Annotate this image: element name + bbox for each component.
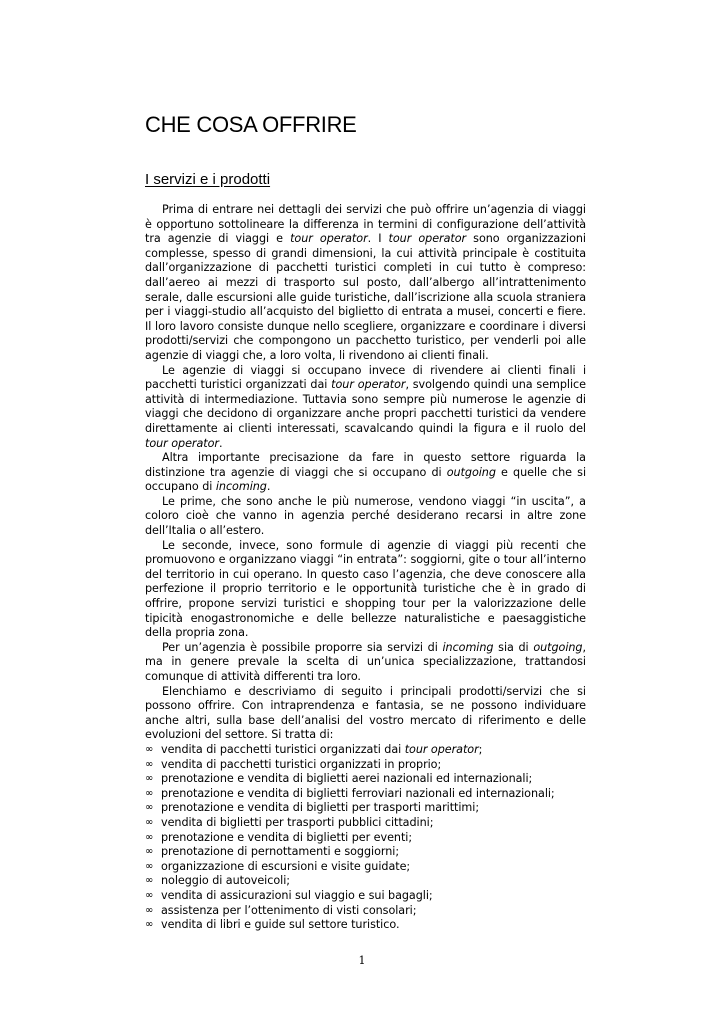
text-run: e quelle che si occupano di xyxy=(145,465,587,494)
list-item xyxy=(145,801,586,816)
list-item xyxy=(145,758,586,773)
text-run: . xyxy=(266,480,271,494)
italic-text: tour operator xyxy=(290,232,368,246)
list-item xyxy=(145,743,586,758)
text-run: vendita di libri e guide sul settore turistico. xyxy=(161,918,400,932)
infinity-bullet-icon: ∞ xyxy=(145,773,154,785)
text-run: vendita di assicurazioni sul viaggio e sui bagagli; xyxy=(161,888,433,902)
infinity-bullet-icon: ∞ xyxy=(145,860,154,872)
page-title: CHE COSA OFFRIRE xyxy=(145,112,357,137)
infinity-bullet-icon: ∞ xyxy=(145,816,154,828)
paragraphs xyxy=(145,203,586,743)
italic-text: tour operator xyxy=(145,436,219,450)
text-run: noleggio di autoveicoli; xyxy=(161,874,290,888)
infinity-bullet-icon: ∞ xyxy=(145,846,154,858)
text-run: sia di xyxy=(493,640,534,654)
infinity-bullet-icon: ∞ xyxy=(145,919,154,931)
text-run: vendita di pacchetti turistici organizzati in proprio; xyxy=(161,757,442,771)
infinity-bullet-icon: ∞ xyxy=(145,787,154,799)
list-item xyxy=(145,772,586,787)
text-run: , svolgendo quindi una semplice attività di intermediazione. Tuttavia sono sempre più numerose le agenzie di viaggi che decidono di organizzare anche propri pacchetti turistici da vendere direttamente ai clienti interessati, scavalcando quindi la figura e il ruolo del xyxy=(145,378,586,435)
infinity-bullet-icon: ∞ xyxy=(145,904,154,916)
italic-text: incoming xyxy=(215,480,267,494)
list-item xyxy=(145,904,586,919)
infinity-bullet-icon: ∞ xyxy=(145,831,154,843)
infinity-bullet-icon: ∞ xyxy=(145,743,154,755)
text-run: . xyxy=(218,436,223,450)
list-item xyxy=(145,845,586,860)
infinity-bullet-icon: ∞ xyxy=(145,889,154,901)
body-text xyxy=(145,203,586,933)
paragraph xyxy=(145,203,586,364)
list-item xyxy=(145,918,586,933)
infinity-bullet-icon: ∞ xyxy=(145,802,154,814)
infinity-bullet-icon: ∞ xyxy=(145,875,154,887)
paragraph xyxy=(145,364,586,452)
text-run: prenotazione e vendita di biglietti aerei nazionali ed internazionali; xyxy=(161,772,533,786)
text-run: . I xyxy=(367,232,389,246)
list-item xyxy=(145,816,586,831)
paragraph xyxy=(145,641,586,685)
text-run: prenotazione e vendita di biglietti per eventi; xyxy=(161,830,413,844)
text-run: Elenchiamo e descriviamo di seguito i principali prodotti/servizi che si possono offrire. Con intraprendenza e fantasia, se ne possono individuare anche altri, sulla base dell’analisi del vostro mercato di riferimento e delle evoluzioni del settore. Si tratta di: xyxy=(145,684,586,742)
page-number: 1 xyxy=(358,954,366,967)
text-run: Le agenzie di viaggi si occupano invece di rivendere ai clienti finali i pacchetti turistici organizzati dai xyxy=(145,363,586,392)
list-item xyxy=(145,787,586,802)
italic-text: incoming xyxy=(442,640,494,654)
italic-text: outgoing xyxy=(533,640,583,654)
infinity-bullet-icon: ∞ xyxy=(145,758,154,770)
italic-text: tour operator xyxy=(331,378,406,392)
paragraph xyxy=(145,539,586,641)
services-list xyxy=(145,743,586,933)
list-item xyxy=(145,874,586,889)
text-run: ; xyxy=(478,742,483,756)
text-run: Altra importante precisazione da fare in questo settore riguarda la distinzione tra agenzie di viaggi che si occupano di xyxy=(145,451,586,479)
paragraph xyxy=(145,685,586,743)
paragraph xyxy=(145,495,586,539)
section-heading: I servizi e i prodotti xyxy=(145,171,271,188)
italic-text: tour operator xyxy=(404,742,479,756)
text-run: assistenza per l’ottenimento di visti consolari; xyxy=(161,903,417,917)
text-run: organizzazione di escursioni e visite guidate; xyxy=(161,859,411,873)
text-run: prenotazione e vendita di biglietti ferroviari nazionali ed internazionali; xyxy=(161,786,555,800)
text-run: sono organizzazioni complesse, spesso di grandi dimensioni, la cui attività principale è costituita dall’organizzazione di pacchetti turistici completi in cui tutto è compreso: dall’aereo ai mezzi di trasporto sul posto, dall’albergo all’intrattenimento serale, dalle escursioni alle guide turistiche, dall’iscrizione alla scuola straniera per i viaggi-studio all’acquisto del biglietto di entrata a musei, concerti e fiere. Il loro lavoro consiste dunque nello scegliere, organizzare e coordinare i diversi prodotti/servizi che compongono un pacchetto turistico, per venderli poi alle agenzie di viaggi che, a loro volta, li rivendono ai clienti finali. xyxy=(145,232,586,362)
list-item xyxy=(145,889,586,904)
text-run: vendita di biglietti per trasporti pubblici cittadini; xyxy=(161,815,434,829)
italic-text: tour operator xyxy=(388,232,467,246)
text-run: vendita di pacchetti turistici organizzati dai xyxy=(161,742,405,756)
list-item xyxy=(145,860,586,875)
text-run: Per un’agenzia è possibile proporre sia servizi di xyxy=(162,640,443,654)
text-run: Prima di entrare nei dettagli dei servizi che può offrire un’agenzia di viaggi è opportuno sottolineare la differenza in termini di configurazione dell’attività tra agenzie di viaggi e xyxy=(145,203,586,246)
text-run: Le seconde, invece, sono formule di agenzie di viaggi più recenti che promuovono e organizzano viaggi “in entrata”: soggiorni, gite o tour all’interno del territorio in cui operano. In questo caso l’agenzia, che deve conoscere alla perfezione il proprio territorio e le opportunità turistiche che è in grado di offrire, propone servizi turistici e shopping tour per la valorizzazione delle tipicità enogastronomiche e delle bellezze naturalistiche e paesaggistiche della propria zona. xyxy=(145,538,586,640)
list-item xyxy=(145,831,586,846)
text-run: prenotazione e vendita di biglietti per trasporti marittimi; xyxy=(161,801,480,815)
text-run: prenotazione di pernottamenti e soggiorni; xyxy=(161,845,400,859)
text-run: , ma in genere prevale la scelta di un’unica specializzazione, trattandosi comunque di attività differenti tra loro. xyxy=(145,640,586,683)
paragraph xyxy=(145,451,586,495)
text-run: Le prime, che sono anche le più numerose, vendono viaggi “in uscita”, a coloro cioè che vanno in agenzia perché desiderano recarsi in altre zone dell’Italia o all’estero. xyxy=(145,494,586,538)
italic-text: outgoing xyxy=(446,465,496,479)
